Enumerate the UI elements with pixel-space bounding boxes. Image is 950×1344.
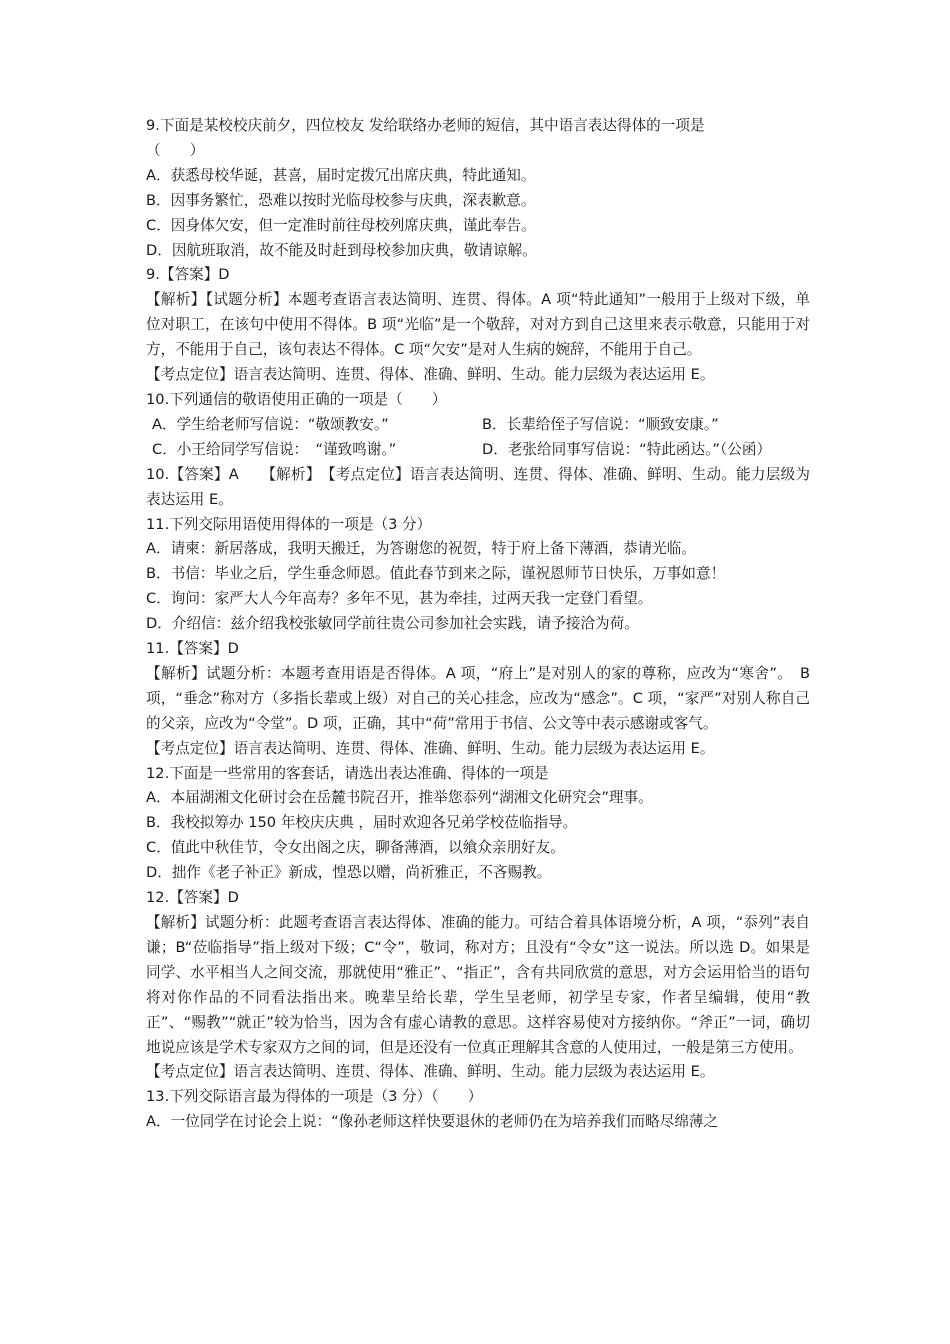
q11-option-b: B．书信：毕业之后，学生垂念师恩。值此春节到来之际，谨祝恩师节日快乐，万事如意！ xyxy=(146,565,726,583)
q10-option-c: C．小王给同学写信说： “谨致鸣谢。” xyxy=(152,440,397,458)
q9-stem: 9.下面是某校校庆前夕，四位校友 发给联络办老师的短信，其中语言表达得体的一项是 xyxy=(146,117,705,134)
q11-point: 【考点定位】语言表达简明、连贯、得体、准确、鲜明、生动。能力层级为表达运用 E。 xyxy=(146,739,715,757)
q9-option-c: C．因身体欠安，但一定准时前往母校列席庆典，谨此奉告。 xyxy=(146,216,536,234)
q9-answer: 9.【答案】D xyxy=(146,266,230,284)
q11-answer: 11.【答案】D xyxy=(146,640,239,658)
q12-option-a: A．本届湖湘文化研讨会在岳麓书院召开，推举您忝列“湖湘文化研究会”理事。 xyxy=(146,789,653,807)
q12-point: 【考点定位】语言表达简明、连贯、得体、准确、鲜明、生动。能力层级为表达运用 E。 xyxy=(146,1063,715,1081)
q10-options-row-1 xyxy=(146,413,810,438)
q9-option-d: D．因航班取消，故不能及时赶到母校参加庆典，敬请谅解。 xyxy=(146,241,537,259)
q9-option-b: B．因事务繁忙，恐难以按时光临母校参与庆典，深表歉意。 xyxy=(146,191,536,209)
q12-option-c: C．值此中秋佳节，令女出阁之庆，聊备薄酒，以飨众亲朋好友。 xyxy=(146,839,565,857)
q9-point: 【考点定位】语言表达简明、连贯、得体、准确、鲜明、生动。能力层级为表达运用 E。 xyxy=(146,366,715,384)
q12-analysis: 【解析】试题分析：此题考查语言表达得体、准确的能力。可结合着具体语境分析，A 项，“忝列”表自谦；B“莅临指导”指上级对下级；C“令”，敬词，称对方；且没有“令女”这一说法。所以选 D。如果是同学、水平相当人之间交流，那就使用“雅正”、“指正”，含有共同欣赏的意思，对方会运用恰当的语句将对你作品的不同看法指出来。晚辈呈给长辈，学生呈老师，初学呈专家，作者呈编辑，使用“教正”、“赐教”“就正”较为恰当，因为含有虚心请教的意思。这样容易使对方接纳你。“斧正”一词，确切地说应该是学术专家双方之间的词，但是还没有一位真正理解其含意的人使用过，一般是第三方使用。 xyxy=(146,914,810,1056)
q10-option-d: D．老张给同事写信说：“特此函达。”（公函） xyxy=(482,440,772,458)
q10-options-row-2 xyxy=(146,438,810,463)
q10-option-a: A．学生给老师写信说：“敬颂教安。” xyxy=(152,415,389,433)
q12-answer: 12.【答案】D xyxy=(146,889,239,907)
q10-answer: 10.【答案】A 【解析】 【考点定位】语言表达简明、连贯、得体、准确、鲜明、生动。能力层级为表达运用 E。 xyxy=(146,465,810,508)
q9-blank: （ ） xyxy=(146,141,205,159)
q10-option-b: B．长辈给侄子写信说：“顺致安康。” xyxy=(482,415,719,433)
q11-analysis: 【解析】试题分析：本题考查用语是否得体。A 项，“府上”是对别人的家的尊称，应改为“寒舍”。 B 项，“垂念”称对方（多指长辈或上级）对自己的关心挂念，应改为“感念”。C 项，“家严”对别人称自己的父亲，应改为“令堂”。D 项，正确，其中“荷”常用于书信、公文等中表示感谢或客气。 xyxy=(146,664,810,732)
document-page xyxy=(146,114,810,1135)
q11-option-d: D．介绍信：兹介绍我校张敏同学前往贵公司参加社会实践，请予接洽为荷。 xyxy=(146,615,639,633)
q12-option-d: D．拙作《老子补正》新成，惶恐以赠，尚祈雅正，不吝赐教。 xyxy=(146,864,552,882)
q12-option-b: B．我校拟筹办 150 年校庆庆典 ，届时欢迎各兄弟学校莅临指导。 xyxy=(146,814,578,832)
q10-stem: 10.下列通信的敬语使用正确的一项是（ ） xyxy=(146,390,447,408)
q13-stem: 13.下列交际语言最为得体的一项是（3 分）（ ） xyxy=(146,1088,483,1106)
q11-stem: 11.下列交际用语使用得体的一项是（3 分） xyxy=(146,515,432,533)
q12-stem: 12.下面是一些常用的客套话，请选出表达准确、得体的一项是 xyxy=(146,764,549,782)
q13-option-a: A．一位同学在讨论会上说：“像孙老师这样快要退休的老师仍在为培养我们而略尽绵薄之 xyxy=(146,1113,719,1131)
q9-option-a: A．获悉母校华诞，甚喜，届时定拨冗出席庆典，特此通知。 xyxy=(146,166,536,184)
q11-option-c: C．询问：家严大人今年高寿？多年不见，甚为牵挂，过两天我一定登门看望。 xyxy=(146,590,653,608)
q11-option-a: A．请柬：新居落成，我明天搬迁，为答谢您的祝贺，特于府上备下薄酒，恭请光临。 xyxy=(146,540,696,558)
q9-analysis: 【解析】【试题分析】本题考查语言表达简明、连贯、得体。A 项“特此通知”一般用于上级对下级，单位对职工，在该句中使用不得体。B 项“光临”是一个敬辞，对对方到自己这里来表示敬意，只能用于对方，不能用于自己，该句表达不得体。C 项“欠安”是对人生病的婉辞，不能用于自己。 xyxy=(146,291,810,359)
